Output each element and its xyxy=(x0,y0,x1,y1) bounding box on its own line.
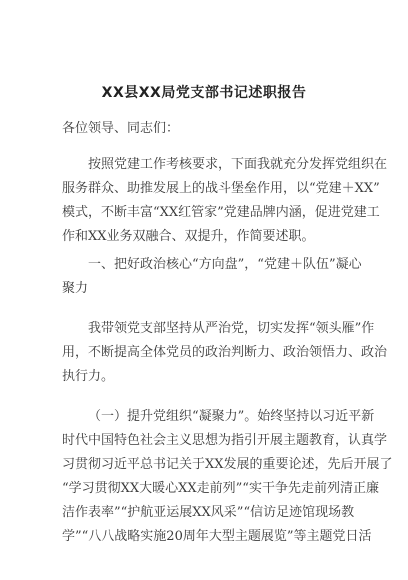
text-line: 我带领党支部坚持从严治党，切实发挥“领头雁”作 xyxy=(88,321,375,336)
salutation: 各位领导、同志们： xyxy=(62,121,180,136)
text-line: 执行力。 xyxy=(62,369,115,384)
text-line: 一、把好政治核心“方向盘”，“党建＋队伍”凝心 xyxy=(88,257,362,272)
text-line: 作和XX业务双融合、双提升，作简要述职。 xyxy=(62,229,315,244)
paragraph-intro xyxy=(62,153,388,249)
paragraph-cohesion xyxy=(62,405,393,549)
document-title: XX县XX局党支部书记述职报告 xyxy=(101,85,307,101)
text-line: 学”“八八战略实施20周年大型主题展览”等主题党日活 xyxy=(62,529,372,544)
text-line: 模式，不断丰富“XX红管家”党建品牌内涵，促进党建工 xyxy=(62,205,380,220)
text-line: 服务群众、助推发展上的战斗堡垒作用，以“党建＋XX” xyxy=(62,181,380,196)
text-line: （一）提升党组织“凝聚力”。始终坚持以习近平新 xyxy=(88,409,375,424)
text-line: 洁作表率”“护航亚运展XX风采”“信访足迹馆现场教 xyxy=(62,505,355,520)
text-line: 时代中国特色社会主义思想为指引开展主题教育，认真学 xyxy=(62,433,388,448)
text-line: 用，不断提高全体党员的政治判断力、政治领悟力、政治 xyxy=(62,345,388,360)
text-line: 习贯彻习近平总书记关于XX发展的重要论述，先后开展了 xyxy=(62,457,393,472)
section-heading-1 xyxy=(62,253,362,301)
text-line: 聚力 xyxy=(62,281,89,296)
paragraph-party-branch xyxy=(62,317,388,389)
text-line: “学习贯彻XX大暖心XX走前列”“实干争先走前列清正廉 xyxy=(62,481,379,496)
text-line: 按照党建工作考核要求，下面我就充分发挥党组织在 xyxy=(88,157,388,172)
